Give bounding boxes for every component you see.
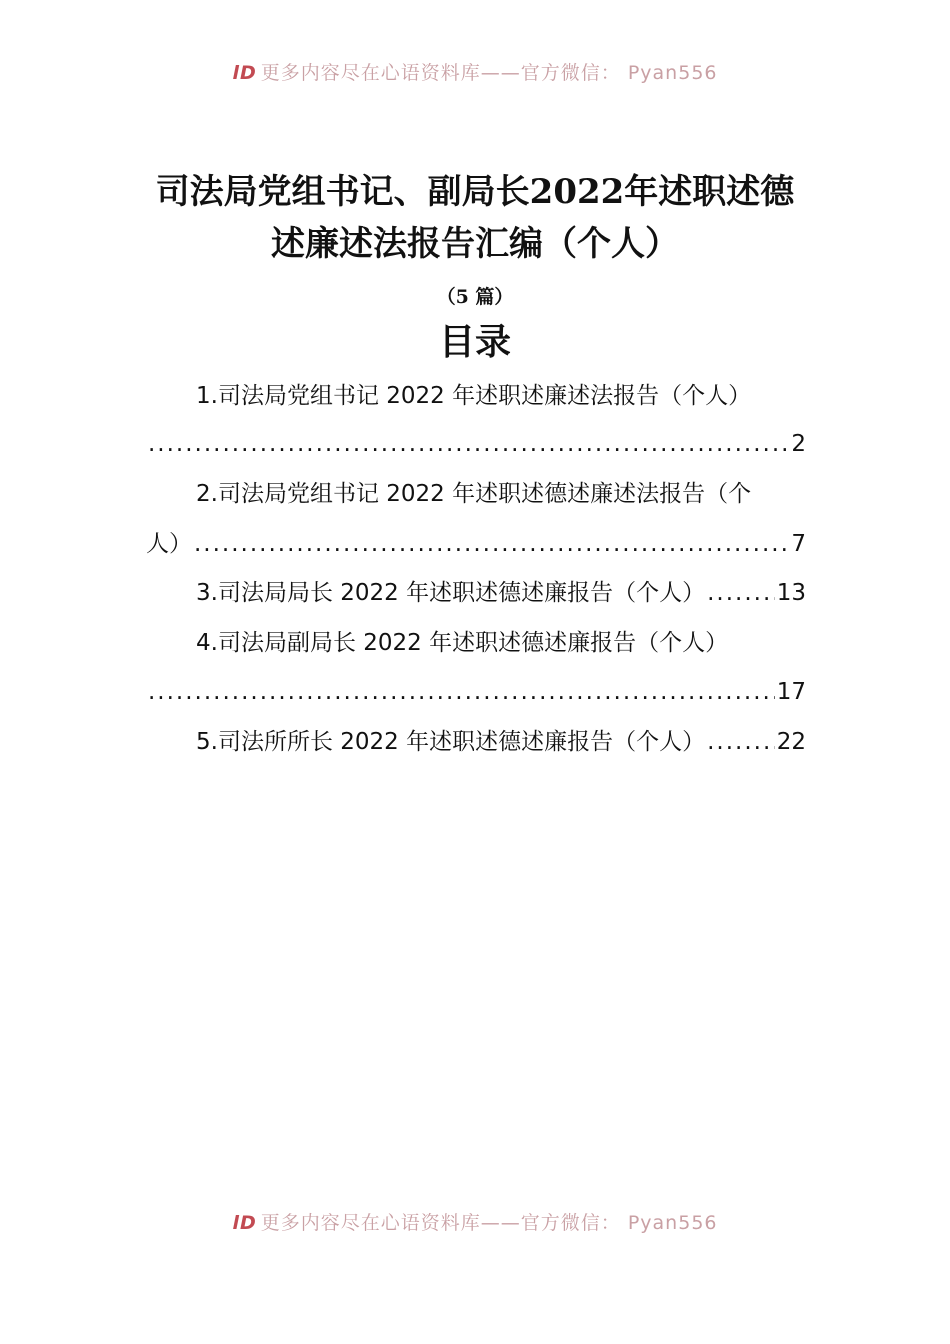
toc-heading: 目录 <box>438 321 511 363</box>
watermark-logo-icon: lD <box>232 1212 257 1234</box>
toc-entry-2-leader[interactable] <box>146 524 806 564</box>
toc-entry-2-text: 2.司法局党组书记 2022 年述职述德述廉述法报告（个 <box>196 481 752 507</box>
watermark-logo-icon: lD <box>232 62 257 84</box>
toc-entry-2-title[interactable] <box>196 474 806 514</box>
toc-entry-3-page: 13 <box>776 580 806 606</box>
watermark-text: 更多内容尽在心语资料库——官方微信： Pyan556 <box>260 62 718 84</box>
toc-entry-5-text: 5.司法所所长 2022 年述职述德述廉报告（个人） <box>196 729 706 755</box>
toc-entry-5-page: 22 <box>776 729 806 755</box>
document-subtitle: （5 篇） <box>436 286 514 308</box>
watermark-footer <box>0 1208 950 1235</box>
toc-entry-2-text-cont: 人） <box>146 531 192 557</box>
toc-entry-3-text: 3.司法局局长 2022 年述职述德述廉报告（个人） <box>196 580 706 606</box>
watermark-text: 更多内容尽在心语资料库——官方微信： Pyan556 <box>260 1212 718 1234</box>
toc-entry-1-leader[interactable] <box>146 424 806 464</box>
toc-entry-4-page: 17 <box>776 679 806 705</box>
toc-entry-4-text: 4.司法局副局长 2022 年述职述德述廉报告（个人） <box>196 630 729 656</box>
toc-entry-2-page: 7 <box>791 531 806 557</box>
watermark-header <box>0 58 950 85</box>
toc-entry-1-title[interactable] <box>196 376 806 416</box>
toc-entry-1-text: 1.司法局党组书记 2022 年述职述廉述法报告（个人） <box>196 383 752 409</box>
document-title-line-2: 述廉述法报告汇编（个人） <box>271 224 679 264</box>
toc-entry-5[interactable] <box>196 722 806 762</box>
toc-entry-1-page: 2 <box>791 431 806 457</box>
toc-dot-leader <box>148 424 789 464</box>
toc-dot-leader <box>707 573 775 613</box>
toc-entry-4-leader[interactable] <box>146 672 806 712</box>
toc-dot-leader <box>707 722 775 762</box>
document-title-line-1: 司法局党组书记、副局长2022年述职述德 <box>155 172 795 212</box>
toc-entry-3[interactable] <box>196 573 806 613</box>
toc-dot-leader <box>194 524 789 564</box>
toc-entry-4-title[interactable] <box>196 623 806 663</box>
toc-dot-leader <box>148 672 775 712</box>
